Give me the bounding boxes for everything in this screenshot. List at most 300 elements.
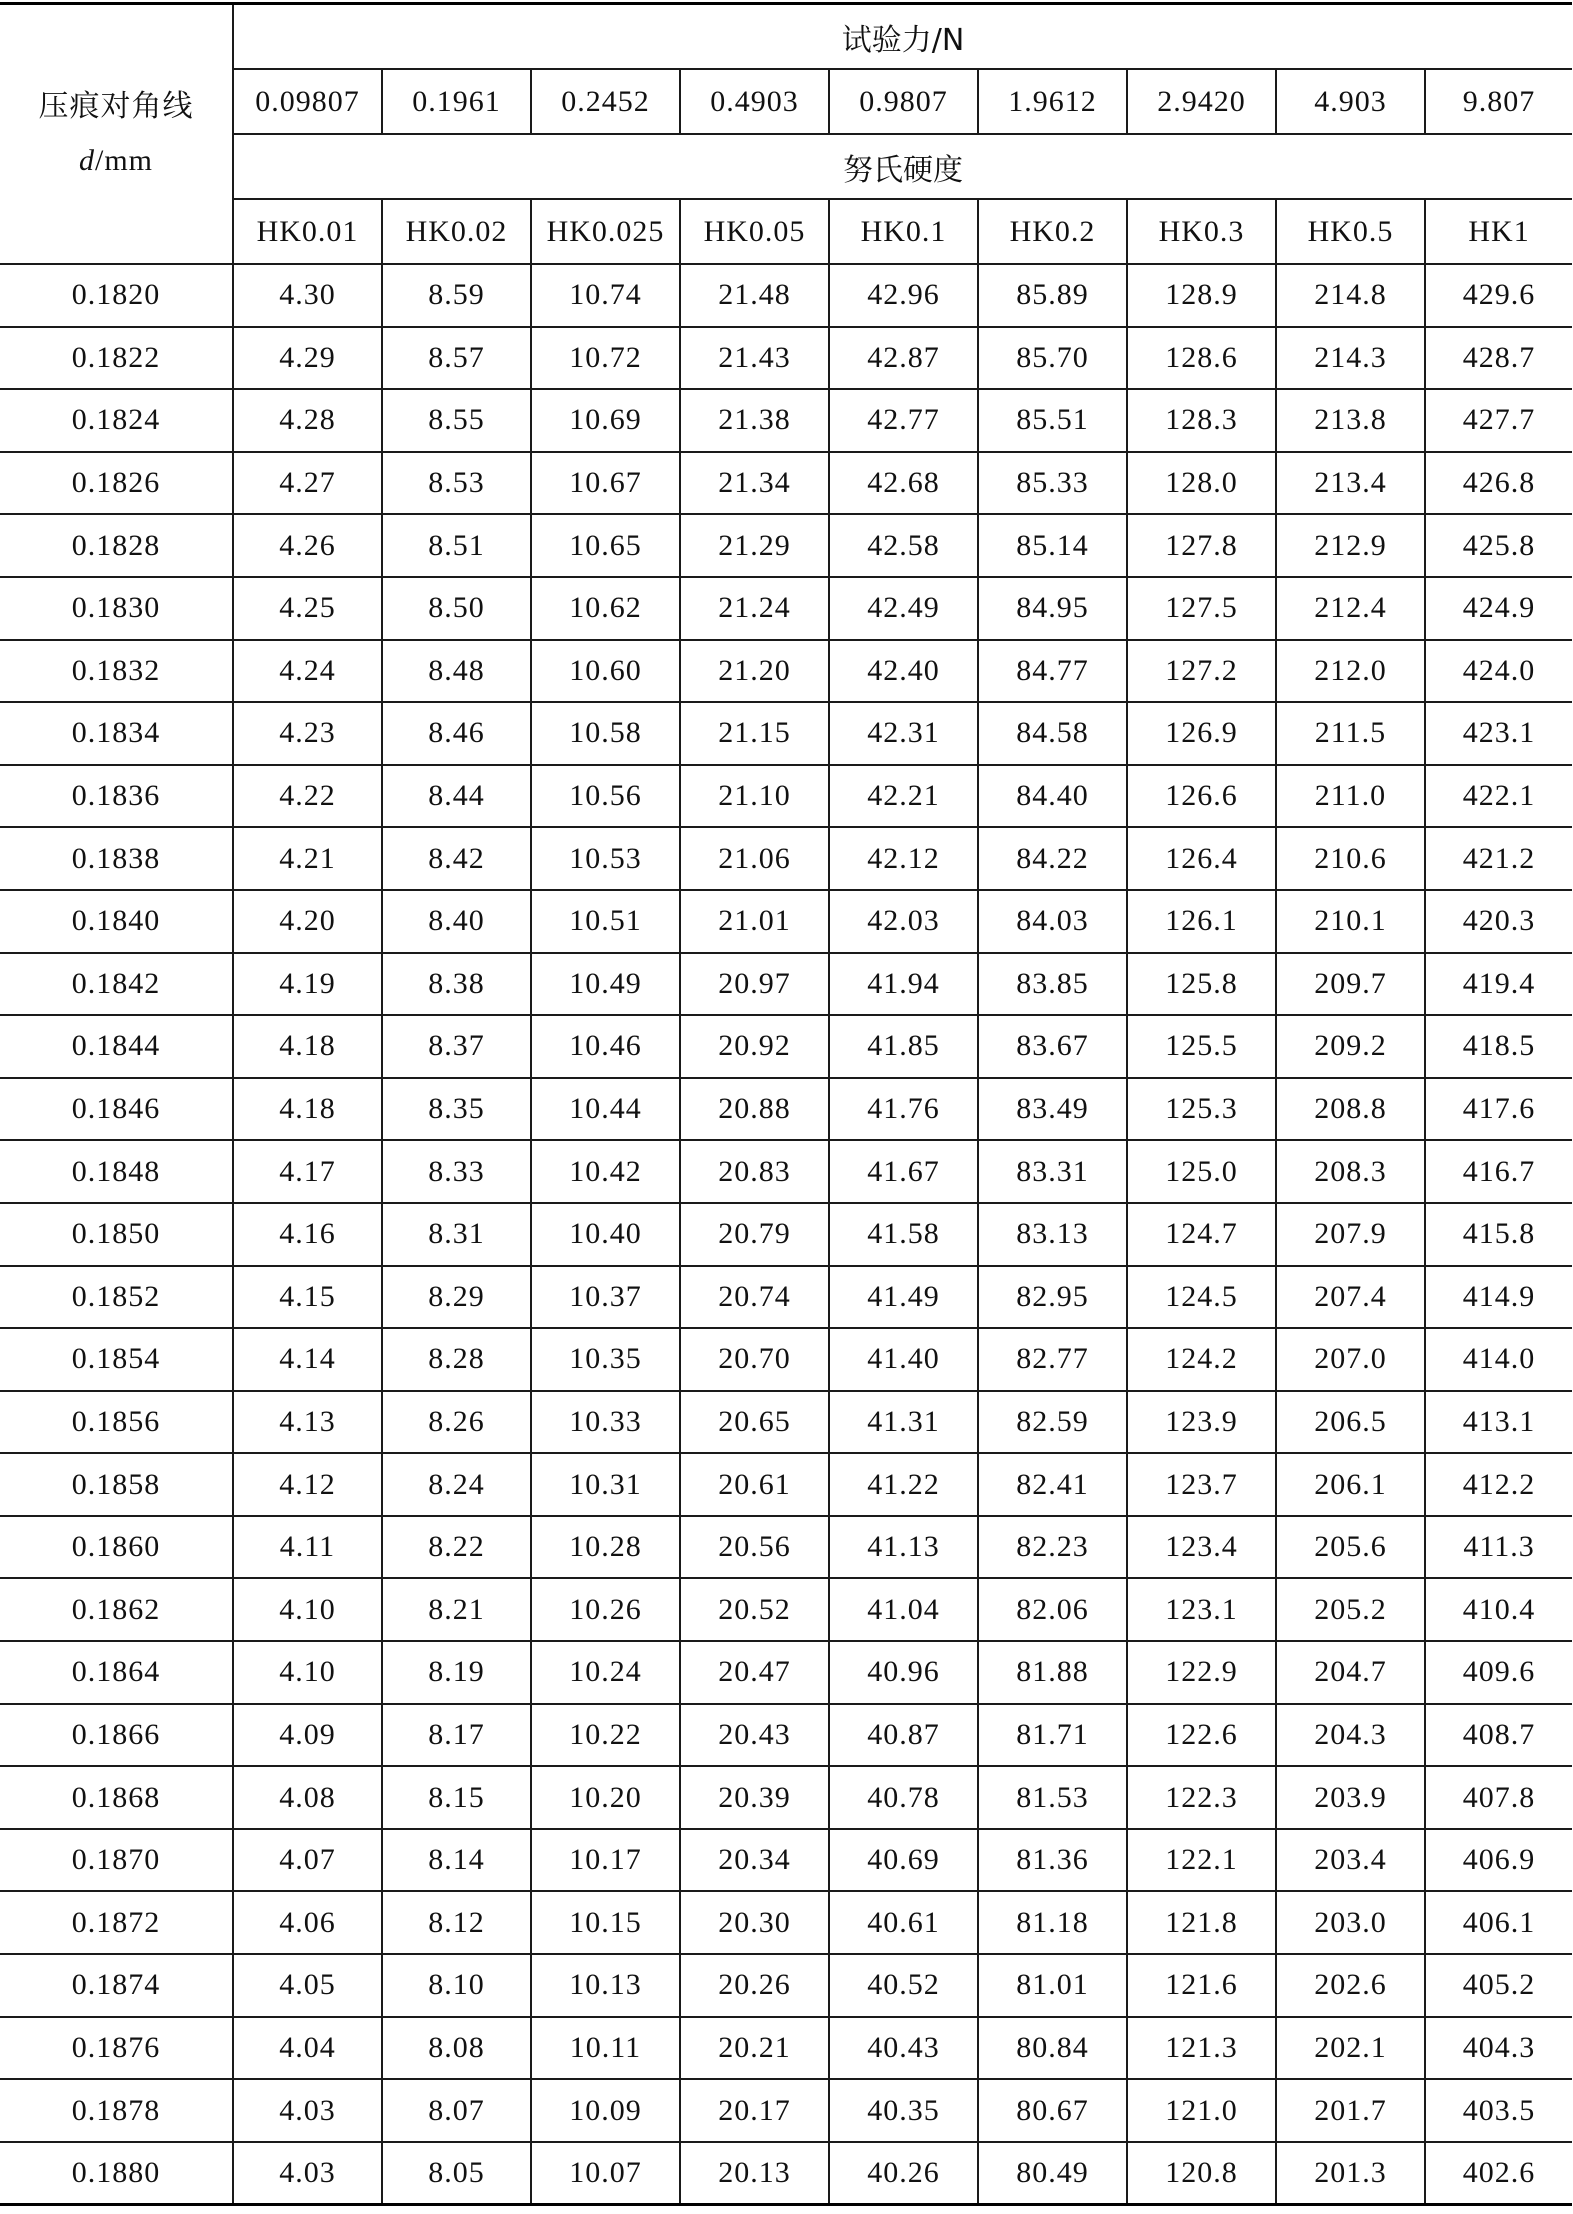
hardness-value-cell: 210.1 bbox=[1276, 890, 1425, 953]
hardness-value-cell: 81.36 bbox=[978, 1829, 1127, 1892]
hardness-value-cell: 10.24 bbox=[531, 1641, 680, 1704]
knoop-hardness-table bbox=[0, 2, 1572, 2206]
hardness-value-cell: 20.47 bbox=[680, 1641, 829, 1704]
hardness-value-cell: 406.9 bbox=[1425, 1829, 1572, 1892]
hardness-value-cell: 21.29 bbox=[680, 514, 829, 577]
hardness-value-cell: 20.92 bbox=[680, 1015, 829, 1078]
hardness-value-cell: 209.2 bbox=[1276, 1015, 1425, 1078]
table-row bbox=[0, 1266, 1572, 1329]
hardness-value-cell: 20.83 bbox=[680, 1140, 829, 1203]
hardness-value-cell: 10.65 bbox=[531, 514, 680, 577]
hardness-value-cell: 8.10 bbox=[382, 1954, 531, 2017]
hardness-value-cell: 207.0 bbox=[1276, 1328, 1425, 1391]
hardness-value-cell: 8.51 bbox=[382, 514, 531, 577]
table-row bbox=[0, 264, 1572, 327]
hardness-value-cell: 10.13 bbox=[531, 1954, 680, 2017]
hardness-value-cell: 213.8 bbox=[1276, 389, 1425, 452]
hardness-value-cell: 126.1 bbox=[1127, 890, 1276, 953]
hardness-value-cell: 84.40 bbox=[978, 765, 1127, 828]
hardness-value-cell: 8.12 bbox=[382, 1891, 531, 1954]
hardness-value-cell: 4.21 bbox=[233, 827, 382, 890]
hardness-value-cell: 82.23 bbox=[978, 1516, 1127, 1579]
hardness-value-cell: 422.1 bbox=[1425, 765, 1572, 828]
diagonal-value-cell: 0.1858 bbox=[0, 1453, 233, 1516]
hardness-value-cell: 128.0 bbox=[1127, 452, 1276, 515]
diagonal-value-cell: 0.1844 bbox=[0, 1015, 233, 1078]
hardness-value-cell: 8.08 bbox=[382, 2017, 531, 2080]
header-row-hardness bbox=[0, 134, 1572, 199]
table-row bbox=[0, 1328, 1572, 1391]
hardness-value-cell: 20.65 bbox=[680, 1391, 829, 1454]
hardness-value-cell: 82.77 bbox=[978, 1328, 1127, 1391]
hardness-value-cell: 40.35 bbox=[829, 2079, 978, 2142]
hardness-value-cell: 20.43 bbox=[680, 1704, 829, 1767]
table-row bbox=[0, 1516, 1572, 1579]
hardness-value-cell: 128.9 bbox=[1127, 264, 1276, 327]
hardness-value-cell: 20.17 bbox=[680, 2079, 829, 2142]
hardness-value-cell: 8.05 bbox=[382, 2142, 531, 2205]
hardness-value-cell: 127.2 bbox=[1127, 640, 1276, 703]
diagonal-value-cell: 0.1840 bbox=[0, 890, 233, 953]
hardness-value-cell: 121.0 bbox=[1127, 2079, 1276, 2142]
hardness-value-cell: 8.24 bbox=[382, 1453, 531, 1516]
hardness-value-cell: 4.26 bbox=[233, 514, 382, 577]
hardness-value-cell: 8.42 bbox=[382, 827, 531, 890]
diagonal-value-cell: 0.1824 bbox=[0, 389, 233, 452]
hardness-value-cell: 8.17 bbox=[382, 1704, 531, 1767]
hardness-value-cell: 42.49 bbox=[829, 577, 978, 640]
hardness-value-cell: 405.2 bbox=[1425, 1954, 1572, 2017]
hardness-value-cell: 126.4 bbox=[1127, 827, 1276, 890]
hardness-value-cell: 415.8 bbox=[1425, 1203, 1572, 1266]
diagonal-header-label: 压痕对角线 bbox=[38, 89, 194, 124]
hardness-value-cell: 121.3 bbox=[1127, 2017, 1276, 2080]
diagonal-value-cell: 0.1864 bbox=[0, 1641, 233, 1704]
hardness-value-cell: 8.31 bbox=[382, 1203, 531, 1266]
table-row bbox=[0, 2079, 1572, 2142]
hardness-value-cell: 121.6 bbox=[1127, 1954, 1276, 2017]
hardness-value-cell: 204.3 bbox=[1276, 1704, 1425, 1767]
hardness-value-cell: 4.10 bbox=[233, 1641, 382, 1704]
hardness-value-cell: 40.43 bbox=[829, 2017, 978, 2080]
hardness-value-cell: 41.49 bbox=[829, 1266, 978, 1329]
hardness-value-cell: 8.14 bbox=[382, 1829, 531, 1892]
diagonal-value-cell: 0.1834 bbox=[0, 702, 233, 765]
hardness-value-cell: 124.7 bbox=[1127, 1203, 1276, 1266]
hardness-scale-cell: HK0.01 bbox=[233, 199, 382, 264]
hardness-value-cell: 426.8 bbox=[1425, 452, 1572, 515]
hardness-value-cell: 4.29 bbox=[233, 327, 382, 390]
hardness-value-cell: 4.16 bbox=[233, 1203, 382, 1266]
hardness-value-cell: 42.96 bbox=[829, 264, 978, 327]
hardness-value-cell: 408.7 bbox=[1425, 1704, 1572, 1767]
hardness-value-cell: 424.9 bbox=[1425, 577, 1572, 640]
table-row bbox=[0, 452, 1572, 515]
test-force-header: 试验力/N bbox=[233, 4, 1572, 70]
hardness-value-cell: 4.22 bbox=[233, 765, 382, 828]
hardness-value-cell: 81.18 bbox=[978, 1891, 1127, 1954]
table-row bbox=[0, 327, 1572, 390]
hardness-value-cell: 124.5 bbox=[1127, 1266, 1276, 1329]
hardness-value-cell: 83.13 bbox=[978, 1203, 1127, 1266]
hardness-value-cell: 20.30 bbox=[680, 1891, 829, 1954]
hardness-value-cell: 410.4 bbox=[1425, 1578, 1572, 1641]
hardness-value-cell: 209.7 bbox=[1276, 953, 1425, 1016]
hardness-value-cell: 41.67 bbox=[829, 1140, 978, 1203]
hardness-value-cell: 208.8 bbox=[1276, 1078, 1425, 1141]
hardness-value-cell: 4.23 bbox=[233, 702, 382, 765]
hardness-value-cell: 122.9 bbox=[1127, 1641, 1276, 1704]
table-row bbox=[0, 1766, 1572, 1829]
hardness-value-cell: 40.52 bbox=[829, 1954, 978, 2017]
hardness-value-cell: 4.25 bbox=[233, 577, 382, 640]
hardness-value-cell: 81.71 bbox=[978, 1704, 1127, 1767]
hardness-value-cell: 40.69 bbox=[829, 1829, 978, 1892]
hardness-value-cell: 214.3 bbox=[1276, 327, 1425, 390]
table-row bbox=[0, 1954, 1572, 2017]
hardness-value-cell: 4.18 bbox=[233, 1078, 382, 1141]
hardness-value-cell: 41.58 bbox=[829, 1203, 978, 1266]
hardness-value-cell: 10.69 bbox=[531, 389, 680, 452]
hardness-value-cell: 4.03 bbox=[233, 2142, 382, 2205]
hardness-value-cell: 10.60 bbox=[531, 640, 680, 703]
table-row bbox=[0, 1391, 1572, 1454]
hardness-value-cell: 21.15 bbox=[680, 702, 829, 765]
diagonal-value-cell: 0.1856 bbox=[0, 1391, 233, 1454]
hardness-value-cell: 41.76 bbox=[829, 1078, 978, 1141]
hardness-value-cell: 207.9 bbox=[1276, 1203, 1425, 1266]
hardness-value-cell: 211.5 bbox=[1276, 702, 1425, 765]
diagonal-value-cell: 0.1862 bbox=[0, 1578, 233, 1641]
hardness-value-cell: 21.24 bbox=[680, 577, 829, 640]
table-row bbox=[0, 1891, 1572, 1954]
hardness-value-cell: 123.9 bbox=[1127, 1391, 1276, 1454]
hardness-value-cell: 4.05 bbox=[233, 1954, 382, 2017]
hardness-value-cell: 10.44 bbox=[531, 1078, 680, 1141]
hardness-value-cell: 126.6 bbox=[1127, 765, 1276, 828]
hardness-value-cell: 123.7 bbox=[1127, 1453, 1276, 1516]
hardness-value-cell: 123.1 bbox=[1127, 1578, 1276, 1641]
diagonal-value-cell: 0.1850 bbox=[0, 1203, 233, 1266]
hardness-value-cell: 122.1 bbox=[1127, 1829, 1276, 1892]
table-row bbox=[0, 2142, 1572, 2205]
hardness-value-cell: 201.3 bbox=[1276, 2142, 1425, 2205]
hardness-value-cell: 211.0 bbox=[1276, 765, 1425, 828]
hardness-value-cell: 41.22 bbox=[829, 1453, 978, 1516]
hardness-value-cell: 409.6 bbox=[1425, 1641, 1572, 1704]
hardness-value-cell: 428.7 bbox=[1425, 327, 1572, 390]
hardness-value-cell: 4.04 bbox=[233, 2017, 382, 2080]
table-row bbox=[0, 1578, 1572, 1641]
table-row bbox=[0, 640, 1572, 703]
table-row bbox=[0, 953, 1572, 1016]
hardness-value-cell: 8.46 bbox=[382, 702, 531, 765]
hardness-value-cell: 10.62 bbox=[531, 577, 680, 640]
hardness-value-cell: 205.6 bbox=[1276, 1516, 1425, 1579]
diagonal-value-cell: 0.1876 bbox=[0, 2017, 233, 2080]
force-value-cell: 0.2452 bbox=[531, 69, 680, 134]
diagonal-value-cell: 0.1848 bbox=[0, 1140, 233, 1203]
hardness-value-cell: 10.20 bbox=[531, 1766, 680, 1829]
hardness-value-cell: 414.9 bbox=[1425, 1266, 1572, 1329]
hardness-value-cell: 406.1 bbox=[1425, 1891, 1572, 1954]
hardness-value-cell: 414.0 bbox=[1425, 1328, 1572, 1391]
hardness-value-cell: 84.58 bbox=[978, 702, 1127, 765]
hardness-value-cell: 127.5 bbox=[1127, 577, 1276, 640]
hardness-value-cell: 4.08 bbox=[233, 1766, 382, 1829]
diagonal-value-cell: 0.1822 bbox=[0, 327, 233, 390]
table-row bbox=[0, 1453, 1572, 1516]
diagonal-value-cell: 0.1860 bbox=[0, 1516, 233, 1579]
hardness-value-cell: 40.78 bbox=[829, 1766, 978, 1829]
hardness-value-cell: 20.61 bbox=[680, 1453, 829, 1516]
hardness-value-cell: 85.89 bbox=[978, 264, 1127, 327]
hardness-value-cell: 8.15 bbox=[382, 1766, 531, 1829]
hardness-value-cell: 8.37 bbox=[382, 1015, 531, 1078]
hardness-value-cell: 42.40 bbox=[829, 640, 978, 703]
hardness-value-cell: 8.29 bbox=[382, 1266, 531, 1329]
hardness-value-cell: 4.15 bbox=[233, 1266, 382, 1329]
hardness-scale-cell: HK0.05 bbox=[680, 199, 829, 264]
header-row-force bbox=[0, 4, 1572, 70]
hardness-value-cell: 21.20 bbox=[680, 640, 829, 703]
hardness-value-cell: 202.6 bbox=[1276, 1954, 1425, 2017]
hardness-value-cell: 40.26 bbox=[829, 2142, 978, 2205]
diagonal-value-cell: 0.1826 bbox=[0, 452, 233, 515]
hardness-value-cell: 10.37 bbox=[531, 1266, 680, 1329]
table-row bbox=[0, 1704, 1572, 1767]
hardness-value-cell: 10.07 bbox=[531, 2142, 680, 2205]
table-row bbox=[0, 890, 1572, 953]
hardness-value-cell: 10.26 bbox=[531, 1578, 680, 1641]
force-value-cell: 0.4903 bbox=[680, 69, 829, 134]
hardness-value-cell: 4.09 bbox=[233, 1704, 382, 1767]
hardness-value-cell: 4.12 bbox=[233, 1453, 382, 1516]
hardness-value-cell: 206.1 bbox=[1276, 1453, 1425, 1516]
hardness-value-cell: 416.7 bbox=[1425, 1140, 1572, 1203]
hardness-value-cell: 8.53 bbox=[382, 452, 531, 515]
hardness-value-cell: 20.21 bbox=[680, 2017, 829, 2080]
header-row-force-values bbox=[0, 69, 1572, 134]
hardness-value-cell: 427.7 bbox=[1425, 389, 1572, 452]
hardness-value-cell: 8.38 bbox=[382, 953, 531, 1016]
hardness-value-cell: 203.0 bbox=[1276, 1891, 1425, 1954]
hardness-value-cell: 41.94 bbox=[829, 953, 978, 1016]
hardness-value-cell: 10.17 bbox=[531, 1829, 680, 1892]
hardness-value-cell: 41.40 bbox=[829, 1328, 978, 1391]
hardness-value-cell: 10.74 bbox=[531, 264, 680, 327]
diagonal-value-cell: 0.1878 bbox=[0, 2079, 233, 2142]
hardness-scale-cell: HK0.2 bbox=[978, 199, 1127, 264]
hardness-value-cell: 212.4 bbox=[1276, 577, 1425, 640]
hardness-value-cell: 10.51 bbox=[531, 890, 680, 953]
hardness-value-cell: 10.40 bbox=[531, 1203, 680, 1266]
hardness-value-cell: 4.28 bbox=[233, 389, 382, 452]
hardness-value-cell: 120.8 bbox=[1127, 2142, 1276, 2205]
hardness-value-cell: 42.03 bbox=[829, 890, 978, 953]
hardness-value-cell: 21.48 bbox=[680, 264, 829, 327]
hardness-value-cell: 122.3 bbox=[1127, 1766, 1276, 1829]
hardness-value-cell: 20.56 bbox=[680, 1516, 829, 1579]
hardness-value-cell: 419.4 bbox=[1425, 953, 1572, 1016]
hardness-value-cell: 412.2 bbox=[1425, 1453, 1572, 1516]
hardness-value-cell: 8.28 bbox=[382, 1328, 531, 1391]
hardness-value-cell: 21.10 bbox=[680, 765, 829, 828]
hardness-value-cell: 420.3 bbox=[1425, 890, 1572, 953]
hardness-value-cell: 4.14 bbox=[233, 1328, 382, 1391]
diagonal-value-cell: 0.1854 bbox=[0, 1328, 233, 1391]
hardness-value-cell: 83.85 bbox=[978, 953, 1127, 1016]
hardness-value-cell: 82.59 bbox=[978, 1391, 1127, 1454]
hardness-value-cell: 41.31 bbox=[829, 1391, 978, 1454]
hardness-value-cell: 10.15 bbox=[531, 1891, 680, 1954]
hardness-value-cell: 40.96 bbox=[829, 1641, 978, 1704]
hardness-value-cell: 41.85 bbox=[829, 1015, 978, 1078]
hardness-value-cell: 128.3 bbox=[1127, 389, 1276, 452]
hardness-value-cell: 8.21 bbox=[382, 1578, 531, 1641]
hardness-value-cell: 429.6 bbox=[1425, 264, 1572, 327]
hardness-value-cell: 4.27 bbox=[233, 452, 382, 515]
force-value-cell: 4.903 bbox=[1276, 69, 1425, 134]
hardness-value-cell: 20.79 bbox=[680, 1203, 829, 1266]
table-row bbox=[0, 389, 1572, 452]
force-value-cell: 9.807 bbox=[1425, 69, 1572, 134]
diagonal-value-cell: 0.1828 bbox=[0, 514, 233, 577]
hardness-value-cell: 10.56 bbox=[531, 765, 680, 828]
header-row-scales bbox=[0, 199, 1572, 264]
force-value-cell: 0.09807 bbox=[233, 69, 382, 134]
hardness-value-cell: 40.87 bbox=[829, 1704, 978, 1767]
hardness-value-cell: 4.10 bbox=[233, 1578, 382, 1641]
hardness-value-cell: 404.3 bbox=[1425, 2017, 1572, 2080]
force-value-cell: 1.9612 bbox=[978, 69, 1127, 134]
hardness-value-cell: 202.1 bbox=[1276, 2017, 1425, 2080]
table-row bbox=[0, 702, 1572, 765]
hardness-value-cell: 81.53 bbox=[978, 1766, 1127, 1829]
diagonal-value-cell: 0.1846 bbox=[0, 1078, 233, 1141]
hardness-value-cell: 10.46 bbox=[531, 1015, 680, 1078]
hardness-value-cell: 413.1 bbox=[1425, 1391, 1572, 1454]
hardness-value-cell: 128.6 bbox=[1127, 327, 1276, 390]
hardness-value-cell: 10.35 bbox=[531, 1328, 680, 1391]
hardness-value-cell: 8.59 bbox=[382, 264, 531, 327]
hardness-value-cell: 8.07 bbox=[382, 2079, 531, 2142]
hardness-value-cell: 4.13 bbox=[233, 1391, 382, 1454]
hardness-value-cell: 407.8 bbox=[1425, 1766, 1572, 1829]
hardness-value-cell: 4.30 bbox=[233, 264, 382, 327]
hardness-scale-cell: HK0.5 bbox=[1276, 199, 1425, 264]
hardness-value-cell: 40.61 bbox=[829, 1891, 978, 1954]
diagonal-value-cell: 0.1880 bbox=[0, 2142, 233, 2205]
hardness-value-cell: 123.4 bbox=[1127, 1516, 1276, 1579]
hardness-value-cell: 10.09 bbox=[531, 2079, 680, 2142]
hardness-value-cell: 84.22 bbox=[978, 827, 1127, 890]
hardness-value-cell: 126.9 bbox=[1127, 702, 1276, 765]
hardness-value-cell: 8.19 bbox=[382, 1641, 531, 1704]
hardness-value-cell: 204.7 bbox=[1276, 1641, 1425, 1704]
table-row bbox=[0, 1140, 1572, 1203]
hardness-value-cell: 10.49 bbox=[531, 953, 680, 1016]
hardness-value-cell: 4.07 bbox=[233, 1829, 382, 1892]
table-row bbox=[0, 1015, 1572, 1078]
table-row bbox=[0, 765, 1572, 828]
table-row bbox=[0, 514, 1572, 577]
hardness-value-cell: 80.49 bbox=[978, 2142, 1127, 2205]
diagonal-value-cell: 0.1842 bbox=[0, 953, 233, 1016]
hardness-value-cell: 4.06 bbox=[233, 1891, 382, 1954]
diagonal-value-cell: 0.1866 bbox=[0, 1704, 233, 1767]
hardness-value-cell: 124.2 bbox=[1127, 1328, 1276, 1391]
hardness-scale-cell: HK1 bbox=[1425, 199, 1572, 264]
hardness-value-cell: 8.22 bbox=[382, 1516, 531, 1579]
hardness-value-cell: 4.11 bbox=[233, 1516, 382, 1579]
hardness-scale-cell: HK0.1 bbox=[829, 199, 978, 264]
table-row bbox=[0, 577, 1572, 640]
hardness-value-cell: 20.70 bbox=[680, 1328, 829, 1391]
diagonal-value-cell: 0.1836 bbox=[0, 765, 233, 828]
hardness-value-cell: 42.58 bbox=[829, 514, 978, 577]
hardness-value-cell: 424.0 bbox=[1425, 640, 1572, 703]
hardness-value-cell: 127.8 bbox=[1127, 514, 1276, 577]
hardness-value-cell: 81.88 bbox=[978, 1641, 1127, 1704]
hardness-value-cell: 85.51 bbox=[978, 389, 1127, 452]
hardness-value-cell: 81.01 bbox=[978, 1954, 1127, 2017]
hardness-value-cell: 212.9 bbox=[1276, 514, 1425, 577]
hardness-value-cell: 41.13 bbox=[829, 1516, 978, 1579]
table-row bbox=[0, 1078, 1572, 1141]
force-value-cell: 0.1961 bbox=[382, 69, 531, 134]
hardness-value-cell: 214.8 bbox=[1276, 264, 1425, 327]
diagonal-value-cell: 0.1832 bbox=[0, 640, 233, 703]
diagonal-value-cell: 0.1874 bbox=[0, 1954, 233, 2017]
hardness-value-cell: 21.38 bbox=[680, 389, 829, 452]
hardness-value-cell: 42.21 bbox=[829, 765, 978, 828]
hardness-value-cell: 10.22 bbox=[531, 1704, 680, 1767]
diagonal-header bbox=[0, 4, 233, 265]
hardness-value-cell: 121.8 bbox=[1127, 1891, 1276, 1954]
hardness-value-cell: 10.58 bbox=[531, 702, 680, 765]
hardness-value-cell: 10.42 bbox=[531, 1140, 680, 1203]
hardness-value-cell: 42.68 bbox=[829, 452, 978, 515]
hardness-value-cell: 206.5 bbox=[1276, 1391, 1425, 1454]
hardness-value-cell: 80.67 bbox=[978, 2079, 1127, 2142]
hardness-value-cell: 83.49 bbox=[978, 1078, 1127, 1141]
hardness-value-cell: 20.88 bbox=[680, 1078, 829, 1141]
hardness-value-cell: 125.5 bbox=[1127, 1015, 1276, 1078]
hardness-value-cell: 8.44 bbox=[382, 765, 531, 828]
diagonal-unit: /mm bbox=[94, 144, 153, 177]
hardness-value-cell: 411.3 bbox=[1425, 1516, 1572, 1579]
hardness-value-cell: 210.6 bbox=[1276, 827, 1425, 890]
hardness-value-cell: 85.33 bbox=[978, 452, 1127, 515]
hardness-value-cell: 85.14 bbox=[978, 514, 1127, 577]
table-row bbox=[0, 2017, 1572, 2080]
hardness-value-cell: 42.12 bbox=[829, 827, 978, 890]
hardness-value-cell: 10.33 bbox=[531, 1391, 680, 1454]
hardness-value-cell: 10.53 bbox=[531, 827, 680, 890]
hardness-value-cell: 203.9 bbox=[1276, 1766, 1425, 1829]
hardness-value-cell: 205.2 bbox=[1276, 1578, 1425, 1641]
hardness-value-cell: 42.77 bbox=[829, 389, 978, 452]
hardness-value-cell: 122.6 bbox=[1127, 1704, 1276, 1767]
knoop-hardness-header: 努氏硬度 bbox=[233, 134, 1572, 199]
diagonal-value-cell: 0.1868 bbox=[0, 1766, 233, 1829]
hardness-value-cell: 21.01 bbox=[680, 890, 829, 953]
hardness-value-cell: 4.18 bbox=[233, 1015, 382, 1078]
hardness-value-cell: 20.39 bbox=[680, 1766, 829, 1829]
table-row bbox=[0, 827, 1572, 890]
hardness-value-cell: 83.67 bbox=[978, 1015, 1127, 1078]
